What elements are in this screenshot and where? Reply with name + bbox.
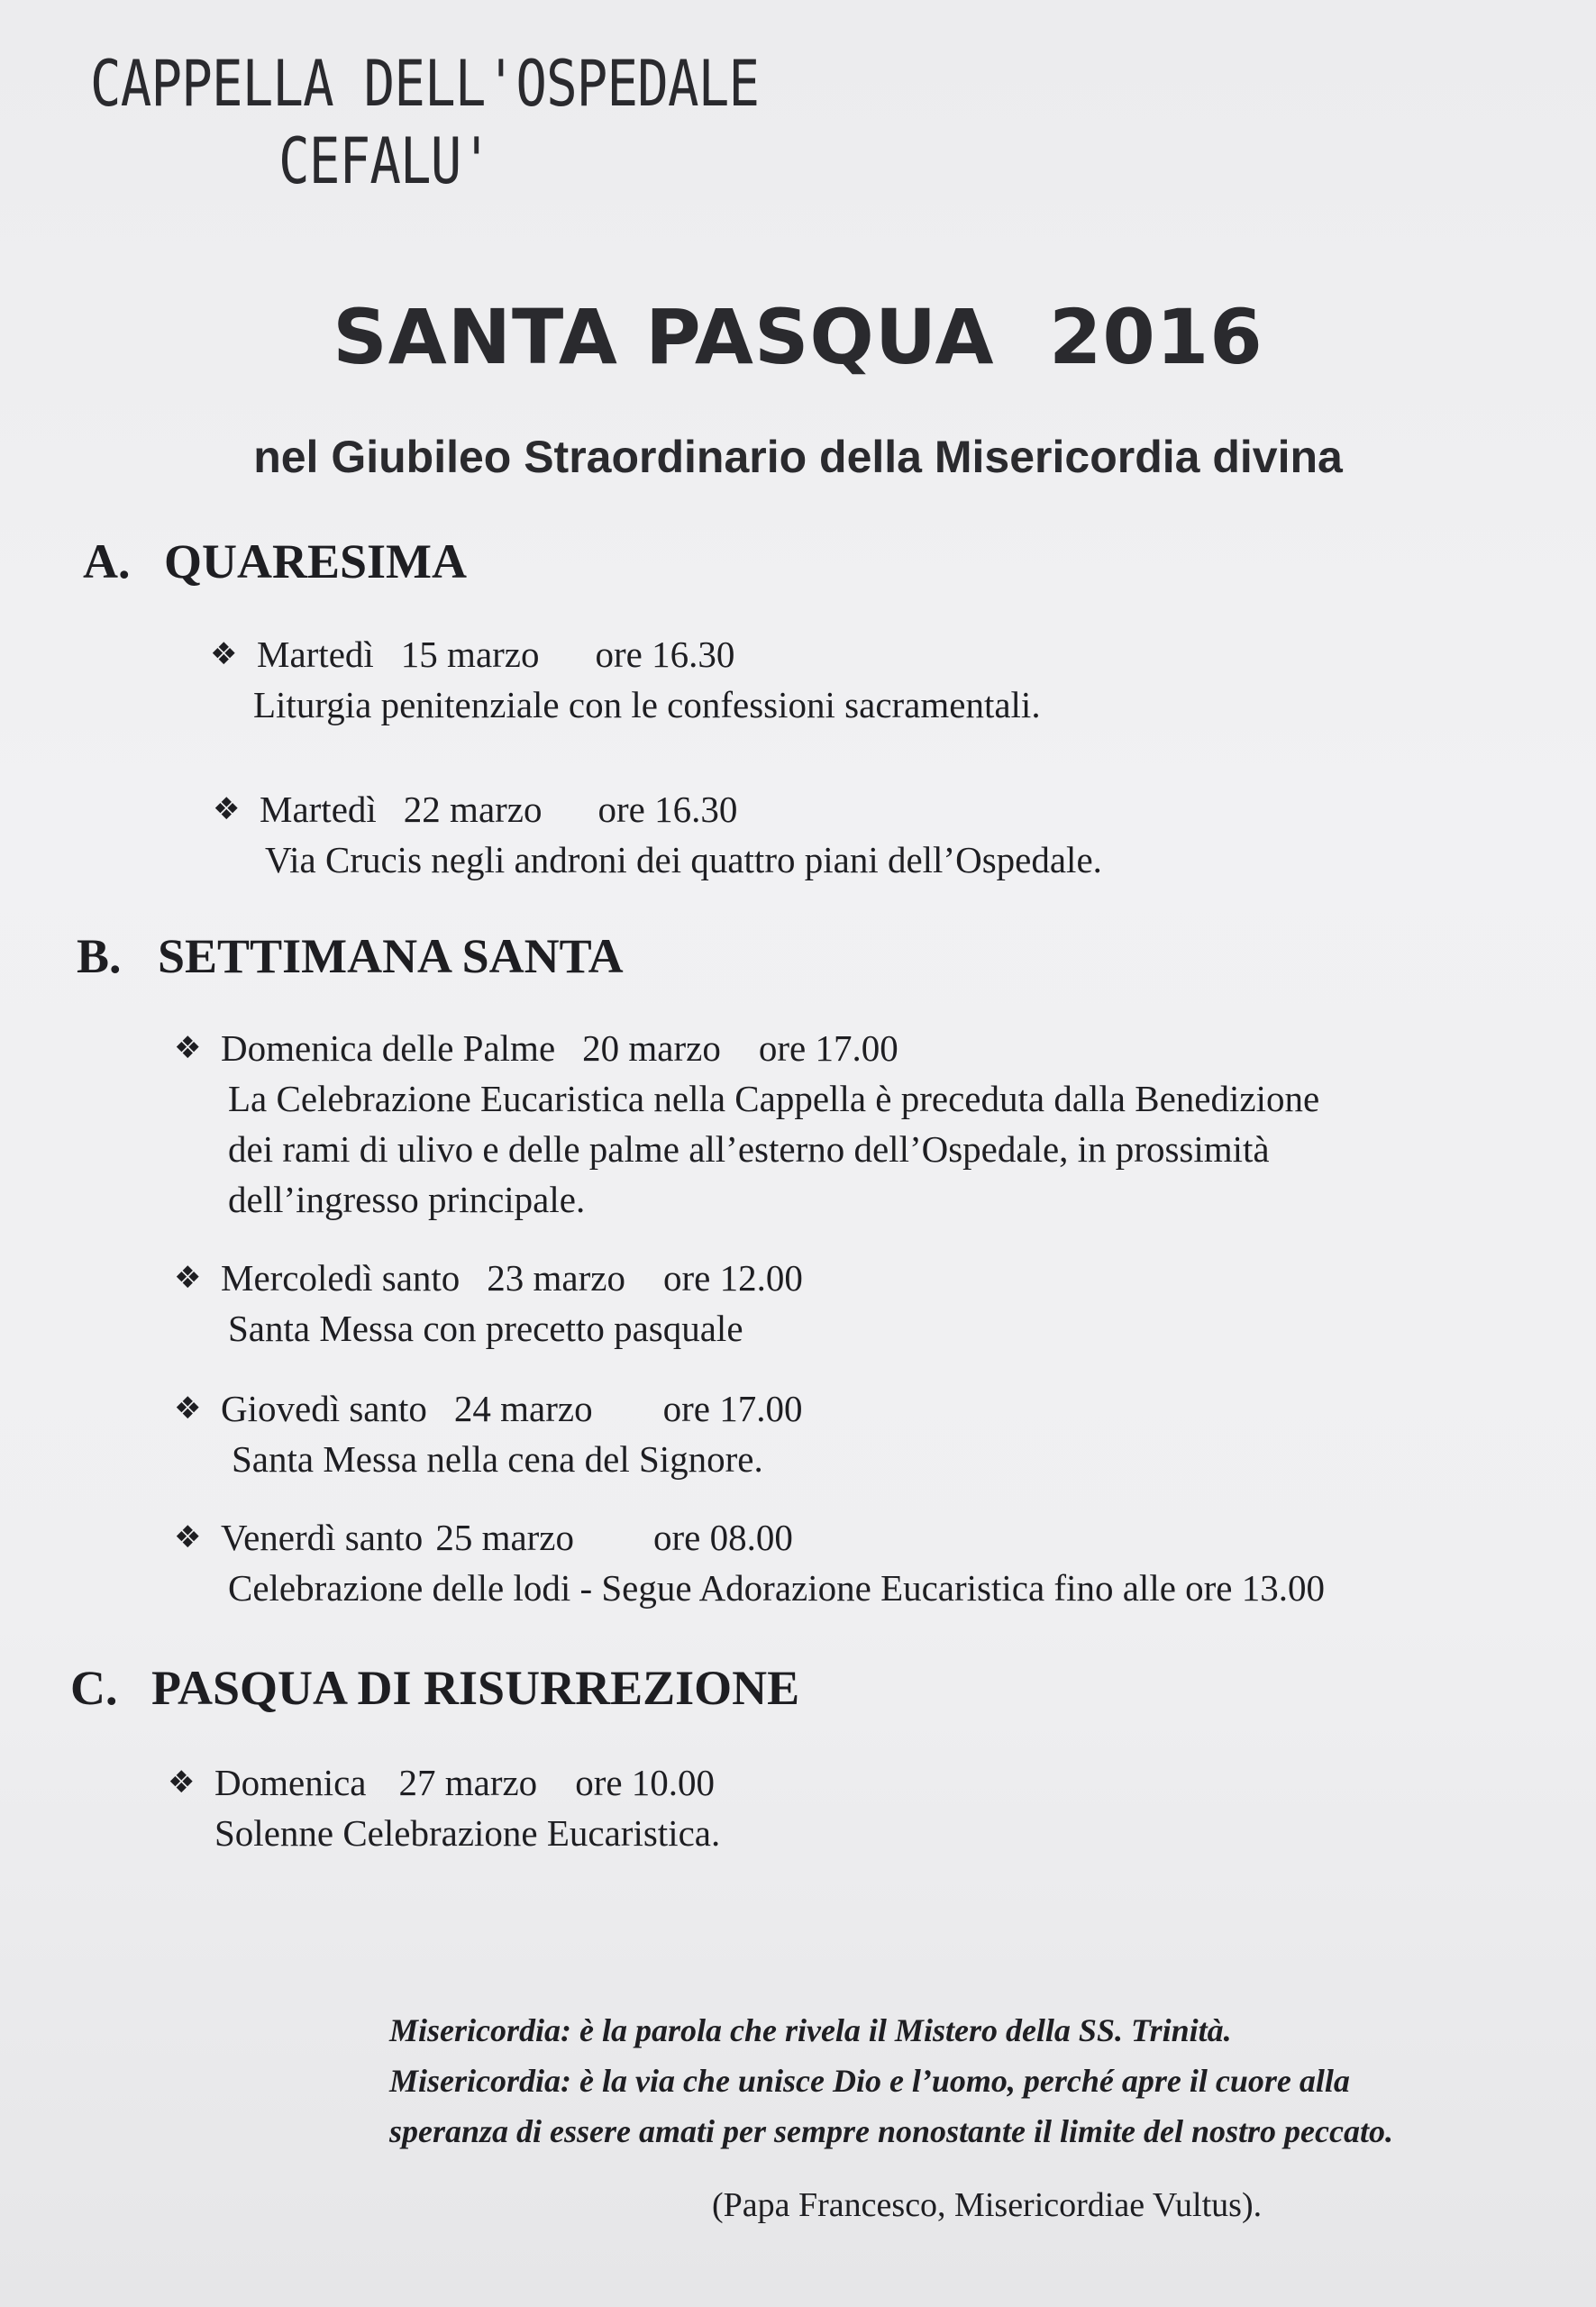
section-title: PASQUA DI RISURREZIONE	[151, 1661, 800, 1715]
section-heading-settimana-santa	[77, 928, 624, 984]
schedule-item	[174, 1383, 803, 1484]
page-subtitle: nel Giubileo Straordinario della Misericordia divina	[253, 432, 1343, 482]
item-time: ore 17.00	[758, 1027, 898, 1069]
diamond-bullet-icon: ❖	[174, 1519, 202, 1555]
item-date: 24 marzo	[453, 1388, 593, 1429]
item-day: Venerdì santo	[221, 1517, 424, 1558]
item-description: Liturgia penitenziale con le confessioni sacramentali.	[253, 684, 1041, 725]
item-date: 27 marzo	[398, 1762, 538, 1803]
diamond-bullet-icon: ❖	[174, 1030, 202, 1066]
item-description: Santa Messa con precetto pasquale	[228, 1308, 743, 1349]
item-description: Santa Messa nella cena del Signore.	[232, 1438, 763, 1480]
section-letter: B.	[77, 929, 122, 983]
diamond-bullet-icon: ❖	[168, 1764, 196, 1801]
item-day: Martedì	[260, 789, 377, 830]
quote-line: speranza di essere amati per sempre nonostante il limite del nostro peccato.	[389, 2113, 1393, 2149]
section-title: SETTIMANA SANTA	[158, 929, 624, 983]
quote-source: (Papa Francesco, Misericordiae Vultus).	[712, 2186, 1263, 2224]
item-date: 15 marzo	[400, 634, 540, 675]
item-date: 25 marzo	[435, 1517, 575, 1558]
schedule-item	[213, 784, 1102, 885]
section-heading-quaresima	[83, 533, 467, 589]
item-day: Mercoledì santo	[221, 1257, 461, 1299]
quote-line: Misericordia: è la parola che rivela il Mistero della SS. Trinità.	[389, 2012, 1232, 2048]
item-day: Giovedì santo	[221, 1388, 427, 1429]
header-line-1: CAPPELLA DELL'OSPEDALE	[90, 47, 760, 121]
item-date: 23 marzo	[487, 1257, 625, 1299]
item-date: 22 marzo	[403, 789, 543, 830]
item-day: Martedì	[257, 634, 374, 675]
diamond-bullet-icon: ❖	[210, 636, 238, 672]
section-heading-pasqua-di-risurrezione	[70, 1660, 799, 1716]
page-title: SANTA PASQUA 2016	[333, 293, 1263, 381]
item-time: ore 08.00	[653, 1517, 793, 1558]
section-letter: A.	[83, 534, 131, 588]
chapel-header	[90, 45, 759, 200]
header-line-2: CEFALU'	[278, 124, 492, 198]
quote-line: Misericordia: è la via che unisce Dio e l’uomo, perché apre il cuore alla	[389, 2063, 1350, 2099]
diamond-bullet-icon: ❖	[213, 791, 241, 827]
section-title: QUARESIMA	[164, 534, 468, 588]
schedule-item	[174, 1512, 1326, 1613]
item-description: Celebrazione delle lodi - Segue Adorazione Eucaristica fino alle ore 13.00	[228, 1567, 1326, 1609]
item-date: 20 marzo	[582, 1027, 721, 1069]
item-description: La Celebrazione Eucaristica nella Cappella è preceduta dalla Benedizione	[228, 1078, 1320, 1119]
schedule-item	[174, 1253, 803, 1354]
item-day: Domenica	[214, 1762, 367, 1803]
item-description: dell’ingresso principale.	[228, 1179, 586, 1220]
item-description: dei rami di ulivo e delle palme all’esterno dell’Ospedale, in prossimità	[228, 1128, 1270, 1170]
item-description: Solenne Celebrazione Eucaristica.	[214, 1812, 721, 1854]
quote-block	[389, 2005, 1393, 2157]
item-time: ore 16.30	[597, 789, 738, 830]
item-day: Domenica delle Palme	[221, 1027, 556, 1069]
schedule-item	[174, 1023, 1320, 1225]
item-time: ore 17.00	[662, 1388, 803, 1429]
schedule-item	[210, 629, 1041, 730]
item-description: Via Crucis negli androni dei quattro piani dell’Ospedale.	[265, 839, 1102, 880]
item-time: ore 16.30	[595, 634, 735, 675]
section-letter: C.	[70, 1661, 118, 1715]
diamond-bullet-icon: ❖	[174, 1260, 202, 1296]
schedule-item	[168, 1757, 721, 1858]
item-time: ore 12.00	[662, 1257, 803, 1299]
diamond-bullet-icon: ❖	[174, 1391, 202, 1427]
item-time: ore 10.00	[575, 1762, 716, 1803]
